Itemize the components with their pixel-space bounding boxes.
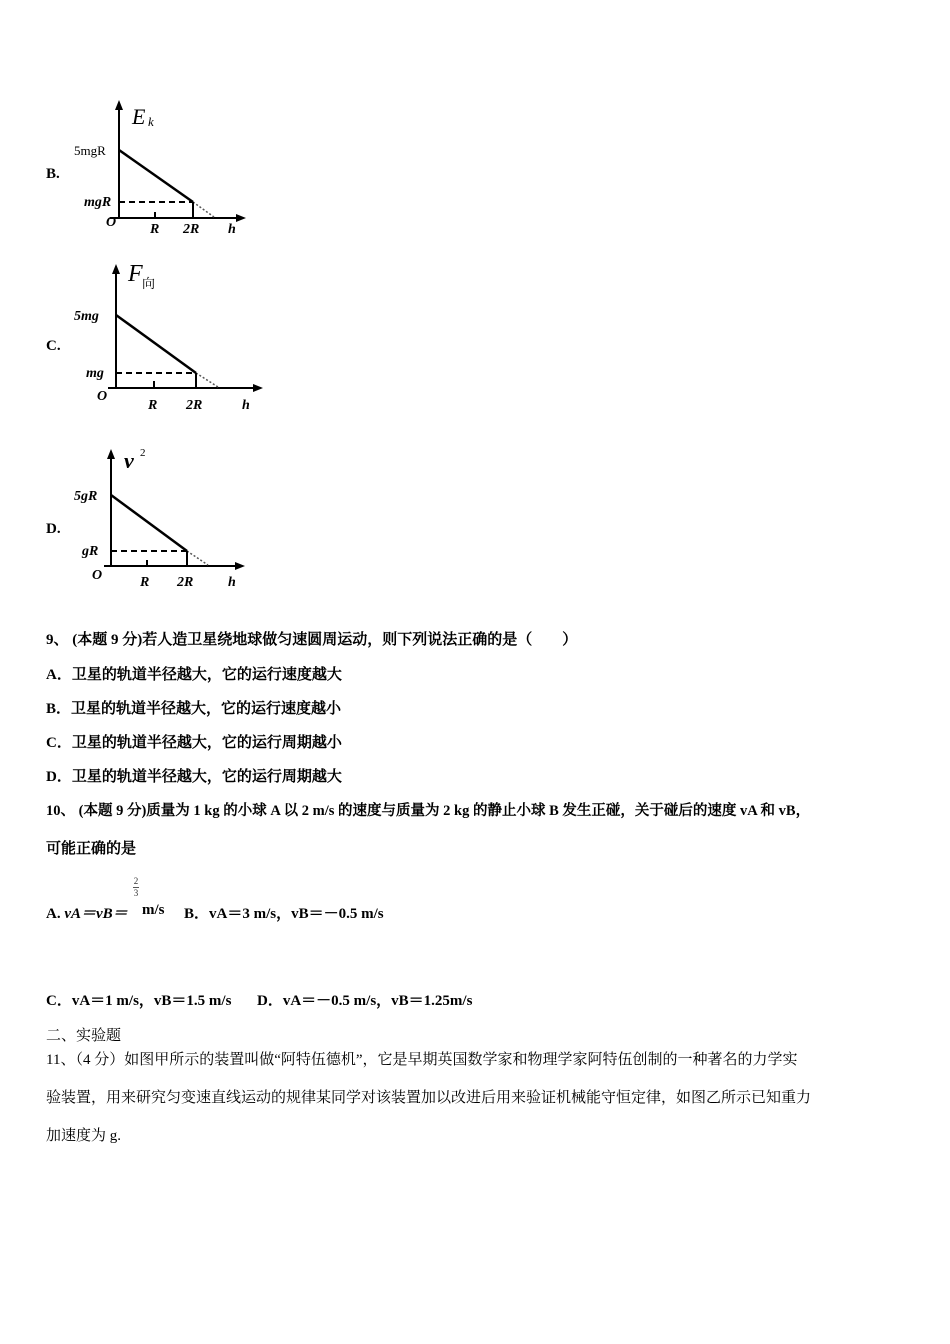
- option-d-label: D.: [46, 521, 61, 537]
- y-axis-label-sub: 向: [142, 276, 156, 291]
- y-axis-label: F: [128, 261, 143, 287]
- section-heading: 二、实验题: [46, 1028, 122, 1044]
- y-high-label: 5mg: [74, 309, 99, 324]
- y-low-label: gR: [82, 544, 99, 559]
- q10-option-c: C．vA＝1 m/s，vB＝1.5 m/s: [46, 993, 232, 1009]
- y-axis-label-sup: 2: [140, 447, 146, 459]
- y-low-label: mgR: [84, 195, 112, 210]
- origin-label: O: [97, 389, 108, 404]
- y-axis-label: v: [124, 448, 134, 473]
- origin-label: O: [106, 215, 117, 230]
- y-high-label: 5mgR: [74, 143, 106, 158]
- graph-c: [74, 261, 263, 413]
- q9-option-d: D．卫星的轨道半径越大，它的运行周期越大: [46, 769, 342, 785]
- option-c-label: C.: [46, 338, 61, 354]
- x-tick-r: R: [150, 222, 160, 237]
- q10-stem-line1: 10、 (本题 9 分)质量为 1 kg 的小球 A 以 2 m/s 的速度与质量为 2 kg 的静止小球 B 发生正碰，关于碰后的速度 vA 和 vB，: [46, 803, 811, 819]
- q9-option-c: C．卫星的轨道半径越大，它的运行周期越小: [46, 735, 342, 751]
- x-tick-2r: 2R: [183, 222, 200, 237]
- q10-option-a: [46, 902, 128, 923]
- graphs: [0, 0, 950, 620]
- fraction-numerator: 2: [133, 876, 139, 886]
- fraction-two-thirds: [133, 876, 139, 899]
- y-high-label: 5gR: [74, 489, 98, 504]
- origin-label: O: [92, 568, 103, 583]
- y-axis-label: E: [132, 104, 146, 129]
- graph-d: [74, 447, 245, 590]
- q9-stem: 9、 (本题 9 分)若人造卫星绕地球做匀速圆周运动，则下列说法正确的是（ ）: [46, 632, 578, 648]
- graph-b: [74, 100, 246, 237]
- y-low-label: mg: [86, 366, 104, 381]
- y-axis-label-sub: k: [148, 114, 154, 129]
- q10-option-d: D．vA＝－0.5 m/s，vB＝1.25m/s: [257, 993, 473, 1009]
- x-axis-label: h: [228, 575, 236, 590]
- x-axis-label: h: [228, 222, 236, 237]
- q9-option-b: B．卫星的轨道半径越大，它的运行速度越小: [46, 701, 342, 717]
- x-tick-r: R: [148, 398, 158, 413]
- q10-option-b: B．vA＝3 m/s，vB＝－0.5 m/s: [184, 906, 384, 922]
- option-a-unit: m/s: [142, 902, 165, 918]
- x-tick-2r: 2R: [177, 575, 194, 590]
- x-tick-r: R: [140, 575, 150, 590]
- q11-line1: 11、（4 分）如图甲所示的装置叫做“阿特伍德机”，它是早期英国数学家和物理学家阿特伍创制的一种著名的力学实: [46, 1052, 798, 1068]
- x-tick-2r: 2R: [186, 398, 203, 413]
- option-a-expression: vA＝vB＝: [64, 906, 128, 922]
- option-label: A.: [46, 906, 61, 922]
- q11-line3: 加速度为 g.: [46, 1128, 122, 1144]
- fraction-denominator: 3: [133, 888, 139, 898]
- q11-line2: 验装置，用来研究匀变速直线运动的规律某同学对该装置加以改进后用来验证机械能守恒定律，如图乙所示已知重力: [46, 1090, 812, 1106]
- option-b-label: B.: [46, 166, 60, 182]
- q10-stem-line2: 可能正确的是: [46, 841, 137, 857]
- x-axis-label: h: [242, 398, 250, 413]
- q9-option-a: A．卫星的轨道半径越大，它的运行速度越大: [46, 667, 342, 683]
